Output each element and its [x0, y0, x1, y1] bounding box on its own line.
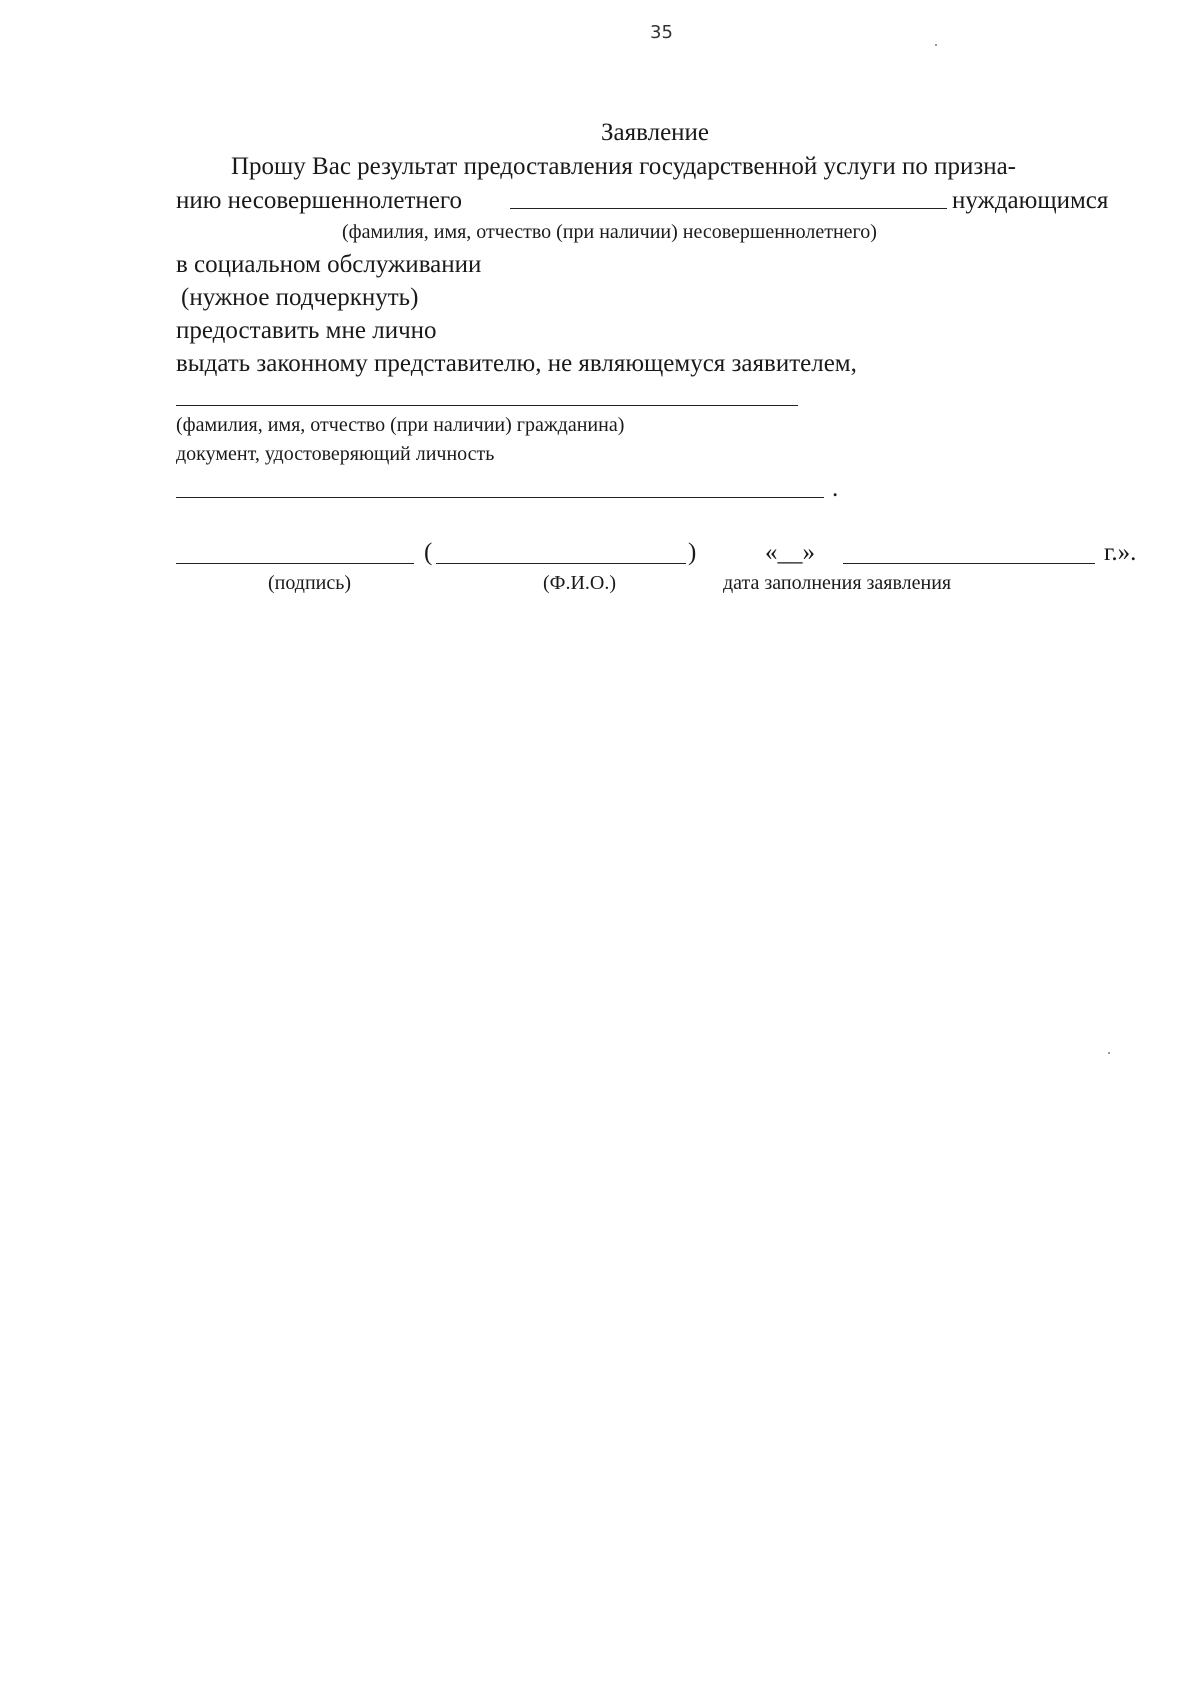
date-month-blank — [843, 563, 1095, 564]
citizen-name-caption: (фамилия, имя, отчество (при наличии) гражданина) — [176, 414, 625, 436]
minor-name-blank — [510, 208, 947, 209]
body-line-3: в социальном обслуживании — [176, 251, 482, 278]
fio-blank — [436, 563, 686, 564]
document-title: Заявление — [601, 119, 710, 146]
minor-name-caption: (фамилия, имя, отчество (при наличии) несовершеннолетнего) — [342, 221, 877, 243]
body-line-6: выдать законному представителю, не являющемуся заявителем, — [176, 350, 857, 377]
signature-blank — [176, 563, 414, 564]
scan-speck — [935, 44, 937, 46]
id-document-blank — [176, 497, 824, 498]
id-document-label: документ, удостоверяющий личность — [176, 443, 495, 465]
fio-paren-open: ( — [424, 539, 433, 566]
id-document-end: . — [832, 475, 839, 502]
fio-paren-close: ) — [688, 539, 697, 566]
body-line-1: Прошу Вас результат предоставления государственной услуги по призна- — [231, 153, 1017, 180]
body-line-2-start: нию несовершеннолетнего — [176, 187, 463, 214]
body-line-4: (нужное подчеркнуть) — [181, 284, 419, 311]
body-line-5: предоставить мне лично — [176, 317, 437, 344]
signature-caption: (подпись) — [268, 572, 352, 594]
body-line-2-end: нуждающимся — [952, 187, 1109, 214]
date-day-quotes: «__» — [765, 539, 815, 566]
page-number: 35 — [650, 22, 673, 43]
fio-caption: (Ф.И.О.) — [543, 572, 617, 594]
scan-speck — [1108, 1052, 1110, 1054]
date-caption: дата заполнения заявления — [723, 572, 952, 594]
citizen-name-blank — [176, 405, 798, 406]
year-suffix: г.». — [1104, 539, 1137, 566]
